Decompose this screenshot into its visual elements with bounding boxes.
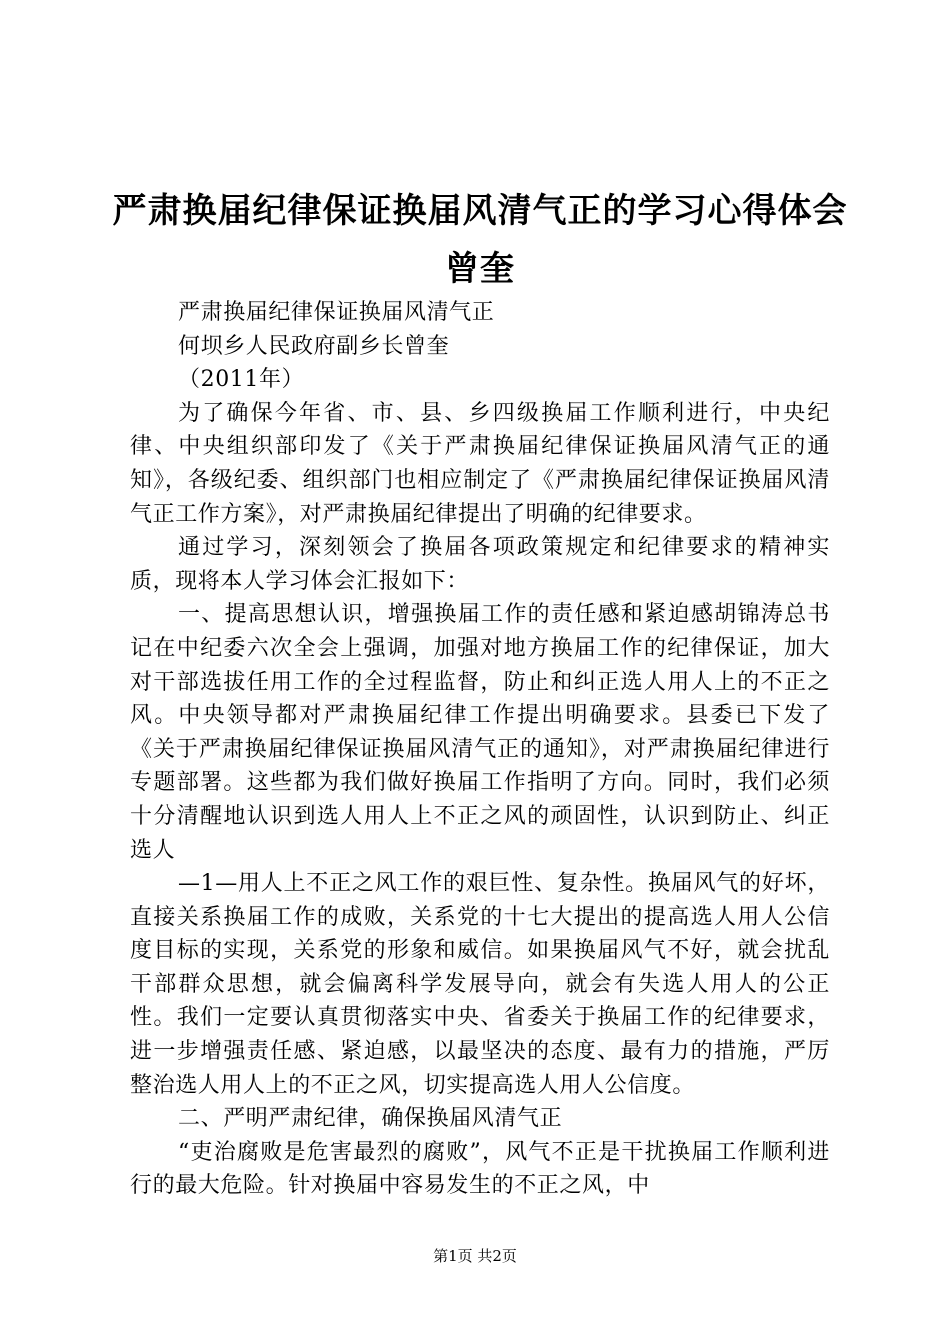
body-paragraph: 通过学习，深刻领会了换届各项政策规定和纪律要求的精神实质，现将本人学习体会汇报如下：	[130, 535, 830, 594]
subtitle-line: 严肃换届纪律保证换届风清气正	[178, 300, 495, 325]
year-line: （2011年）	[178, 367, 305, 393]
section-heading-paragraph: 一、提高思想认识，增强换届工作的责任感和紧迫感胡锦涛总书记在中纪委六次全会上强调，加强对地方换届工作的纪律保证，加大对干部选拔任用工作的全过程监督，防止和纠正选人用人上的不正之风。中央领导都对严肃换届纪律工作提出明确要求。县委已下发了《关于严肃换届纪律保证换届风清气正的通知》，对严肃换届纪律进行专题部署。这些都为我们做好换届工作指明了方向。同时，我们必须十分清醒地认识到选人用人上不正之风的顽固性，认识到防止、纠正选人	[130, 602, 830, 863]
body-paragraph: 为了确保今年省、市、县、乡四级换届工作顺利进行，中央纪律、中央组织部印发了《关于严肃换届纪律保证换届风清气正的通知》，各级纪委、组织部门也相应制定了《严肃换届纪律保证换届风清气正工作方案》，对严肃换届纪律提出了明确的纪律要求。	[130, 400, 830, 527]
document-title: 严肃换届纪律保证换届风清气正的学习心得体会曾奎	[112, 191, 848, 289]
document-body	[130, 296, 830, 1203]
body-paragraph: —1—用人上不正之风工作的艰巨性、复杂性。换届风气的好坏，直接关系换届工作的成败，关系党的十七大提出的提高选人用人公信度目标的实现，关系党的形象和威信。如果换届风气不好，就会扰乱干部群众思想，就会偏离科学发展导向，就会有失选人用人的公正性。我们一定要认真贯彻落实中央、省委关于换届工作的纪律要求，进一步增强责任感、紧迫感，以最坚决的态度、最有力的措施，严厉整治选人用人上的不正之风，切实提高选人用人公信度。	[130, 871, 830, 1098]
page-number: 第1页 共2页	[433, 1247, 517, 1265]
author-line: 何坝乡人民政府副乡长曾奎	[178, 333, 450, 359]
section-heading: 二、严明严肃纪律，确保换届风清气正	[178, 1106, 563, 1132]
body-paragraph: “吏治腐败是危害最烈的腐败”，风气不正是干扰换届工作顺利进行的最大危险。针对换届中容易发生的不正之风，中	[130, 1139, 830, 1199]
